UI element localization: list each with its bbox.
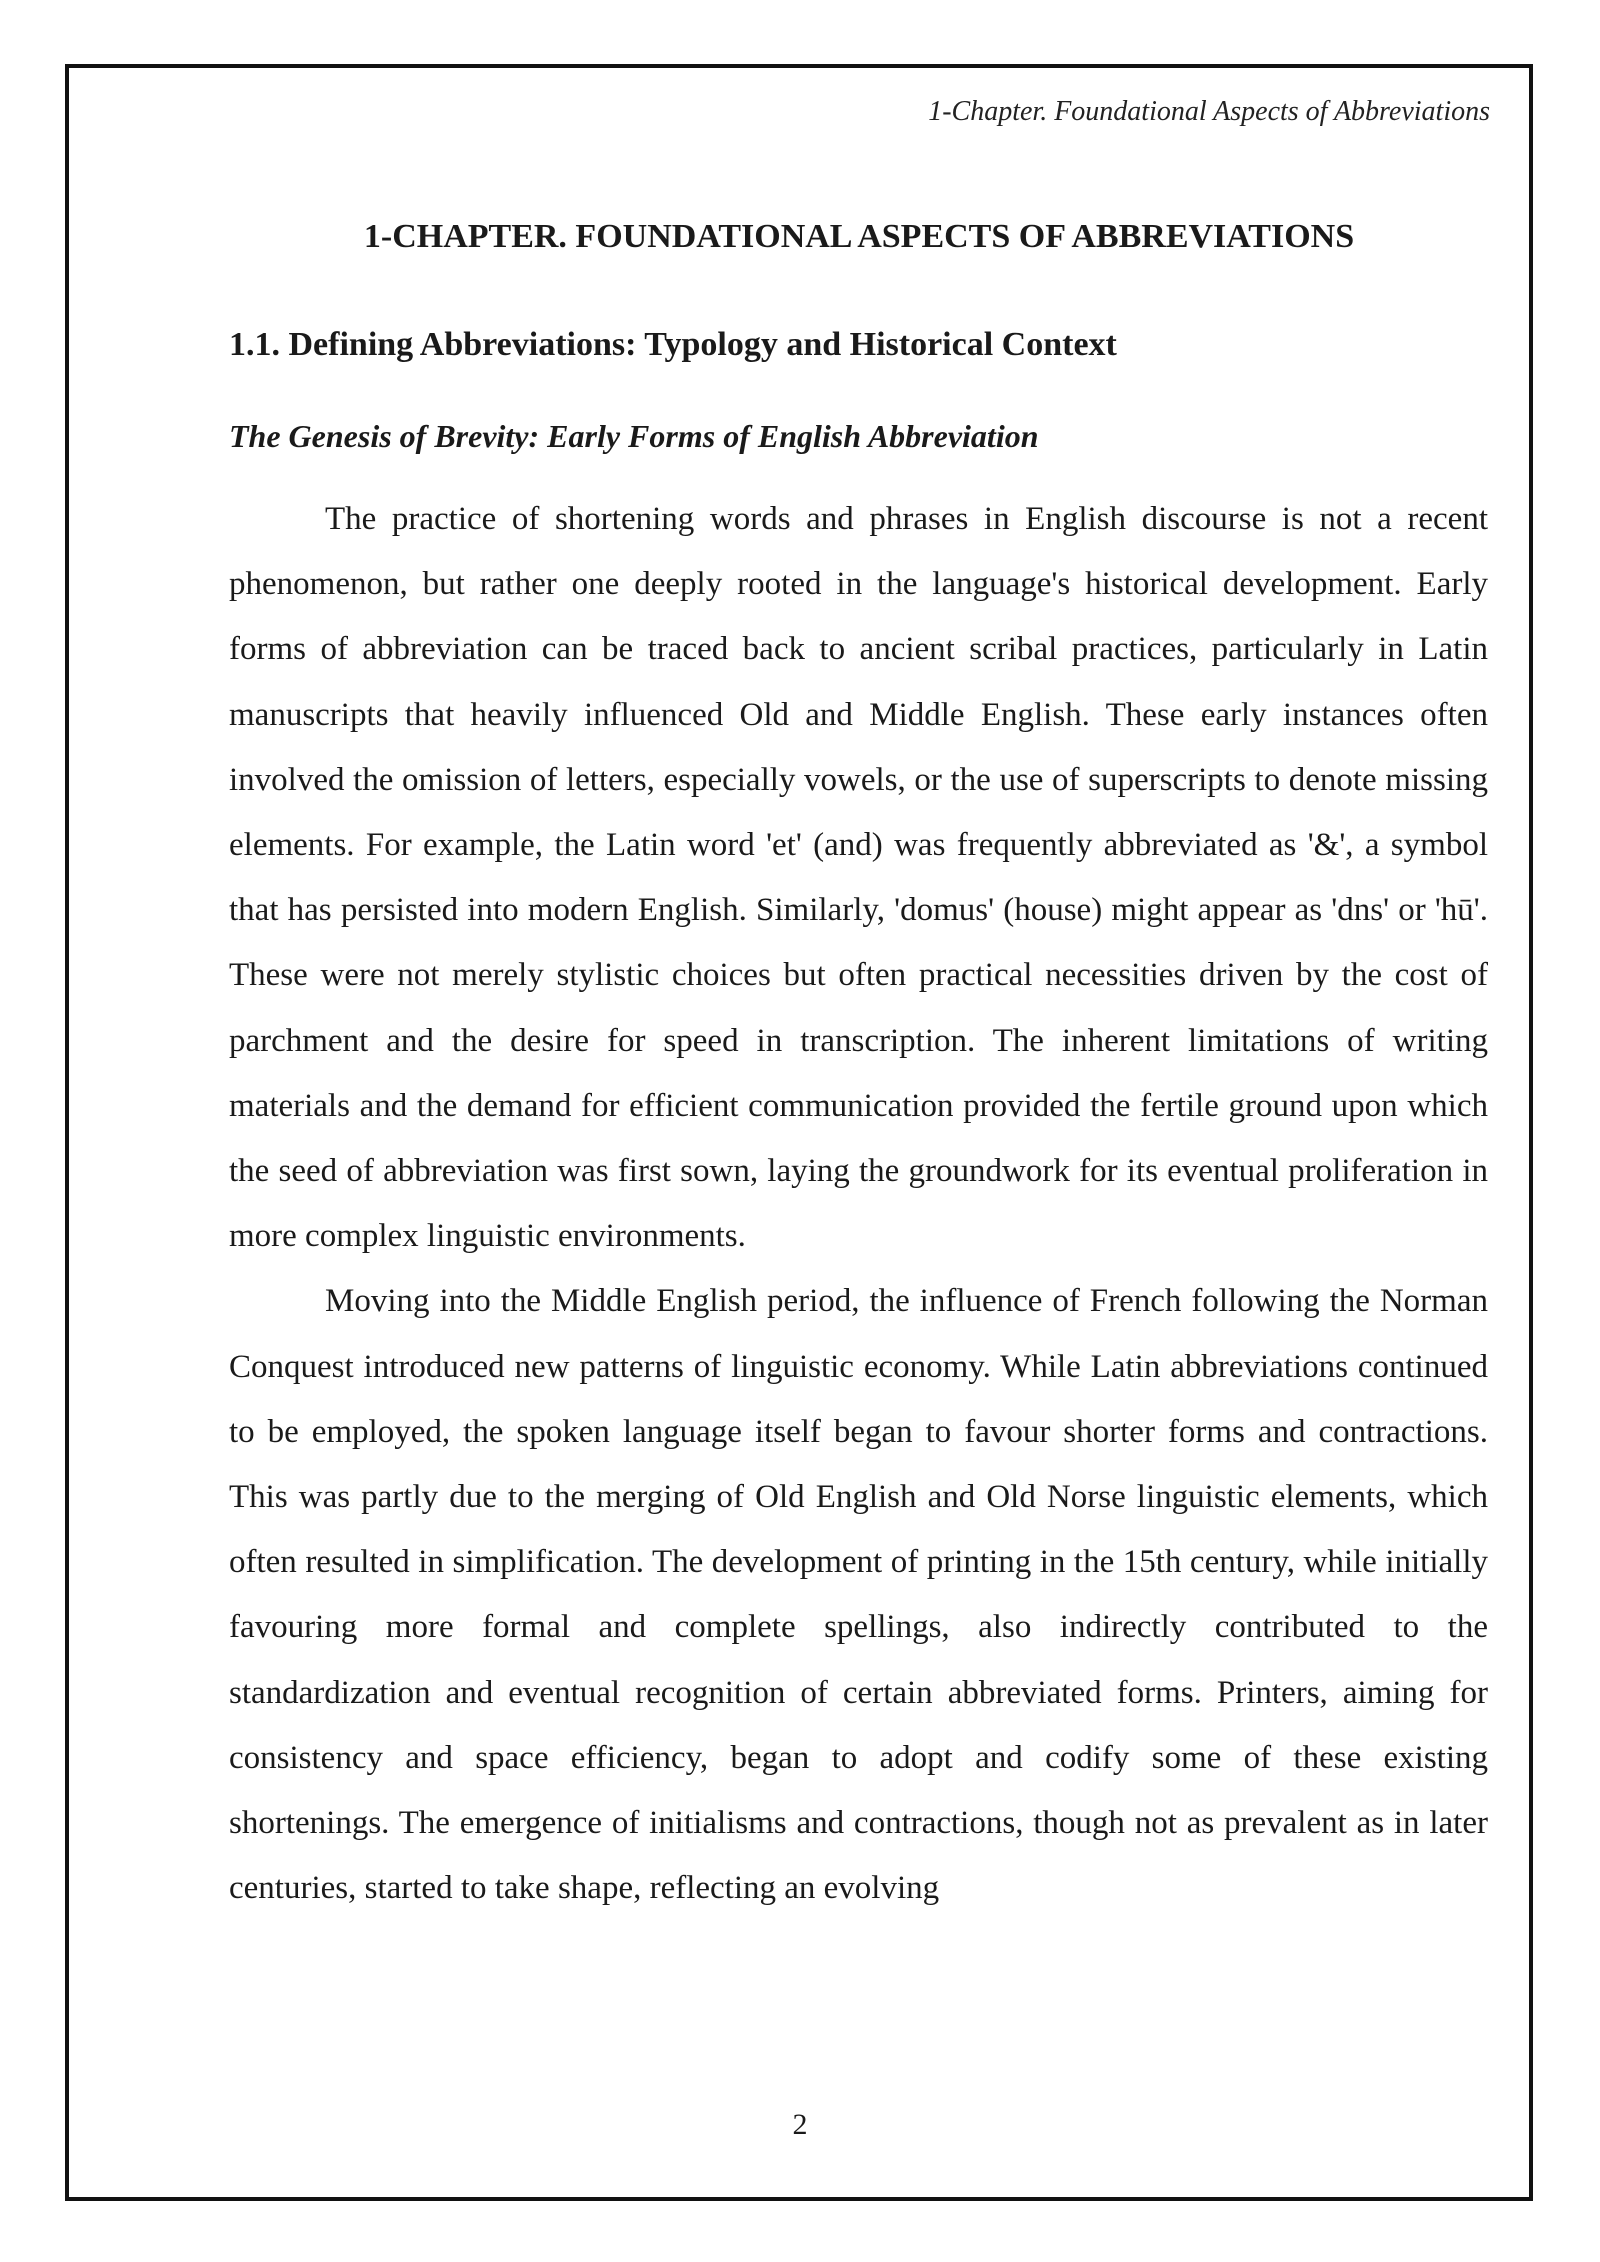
paragraph: Moving into the Middle English period, the influence of French following the Norman Conquest introduced new patterns of linguistic economy. While Latin abbreviations continued to be employed, the spoken language itself began to favour shorter forms and contractions. This was partly due to the merging of Old English and Old Norse linguistic elements, which often resulted in simplification. The development of printing in the 15th century, while initially favouring more formal and complete spellings, also indirectly contributed to the standardization and eventual recognition of certain abbreviated forms. Printers, aiming for consistency and space efficiency, began to adopt and codify some of these existing shortenings. The emergence of initialisms and contractions, though not as prevalent as in later centuries, started to take shape, reflecting an evolving xyxy=(229,1283,1488,1907)
body-text xyxy=(229,487,1488,1921)
running-header: 1-Chapter. Foundational Aspects of Abbreviations xyxy=(928,96,1490,127)
paragraph: The practice of shortening words and phrases in English discourse is not a recent phenomenon, but rather one deeply rooted in the language's historical development. Early forms of abbreviation can be traced back to ancient scribal practices, particularly in Latin manuscripts that heavily influenced Old and Middle English. These early instances often involved the omission of letters, especially vowels, or the use of superscripts to denote missing elements. For example, the Latin word 'et' (and) was frequently abbreviated as '&', a symbol that has persisted into modern English. Similarly, 'domus' (house) might appear as 'dns' or 'hū'. These were not merely stylistic choices but often practical necessities driven by the cost of parchment and the desire for speed in transcription. The inherent limitations of writing materials and the demand for efficient communication provided the fertile ground upon which the seed of abbreviation was first sown, laying the groundwork for its eventual proliferation in more complex linguistic environments. xyxy=(229,501,1488,1255)
subsection-heading: The Genesis of Brevity: Early Forms of English Abbreviation xyxy=(229,418,1039,454)
page-number: 2 xyxy=(792,2108,808,2141)
chapter-title: 1-CHAPTER. FOUNDATIONAL ASPECTS OF ABBREVIATIONS xyxy=(363,218,1355,255)
section-heading: 1.1. Defining Abbreviations: Typology and Historical Context xyxy=(229,326,1117,363)
